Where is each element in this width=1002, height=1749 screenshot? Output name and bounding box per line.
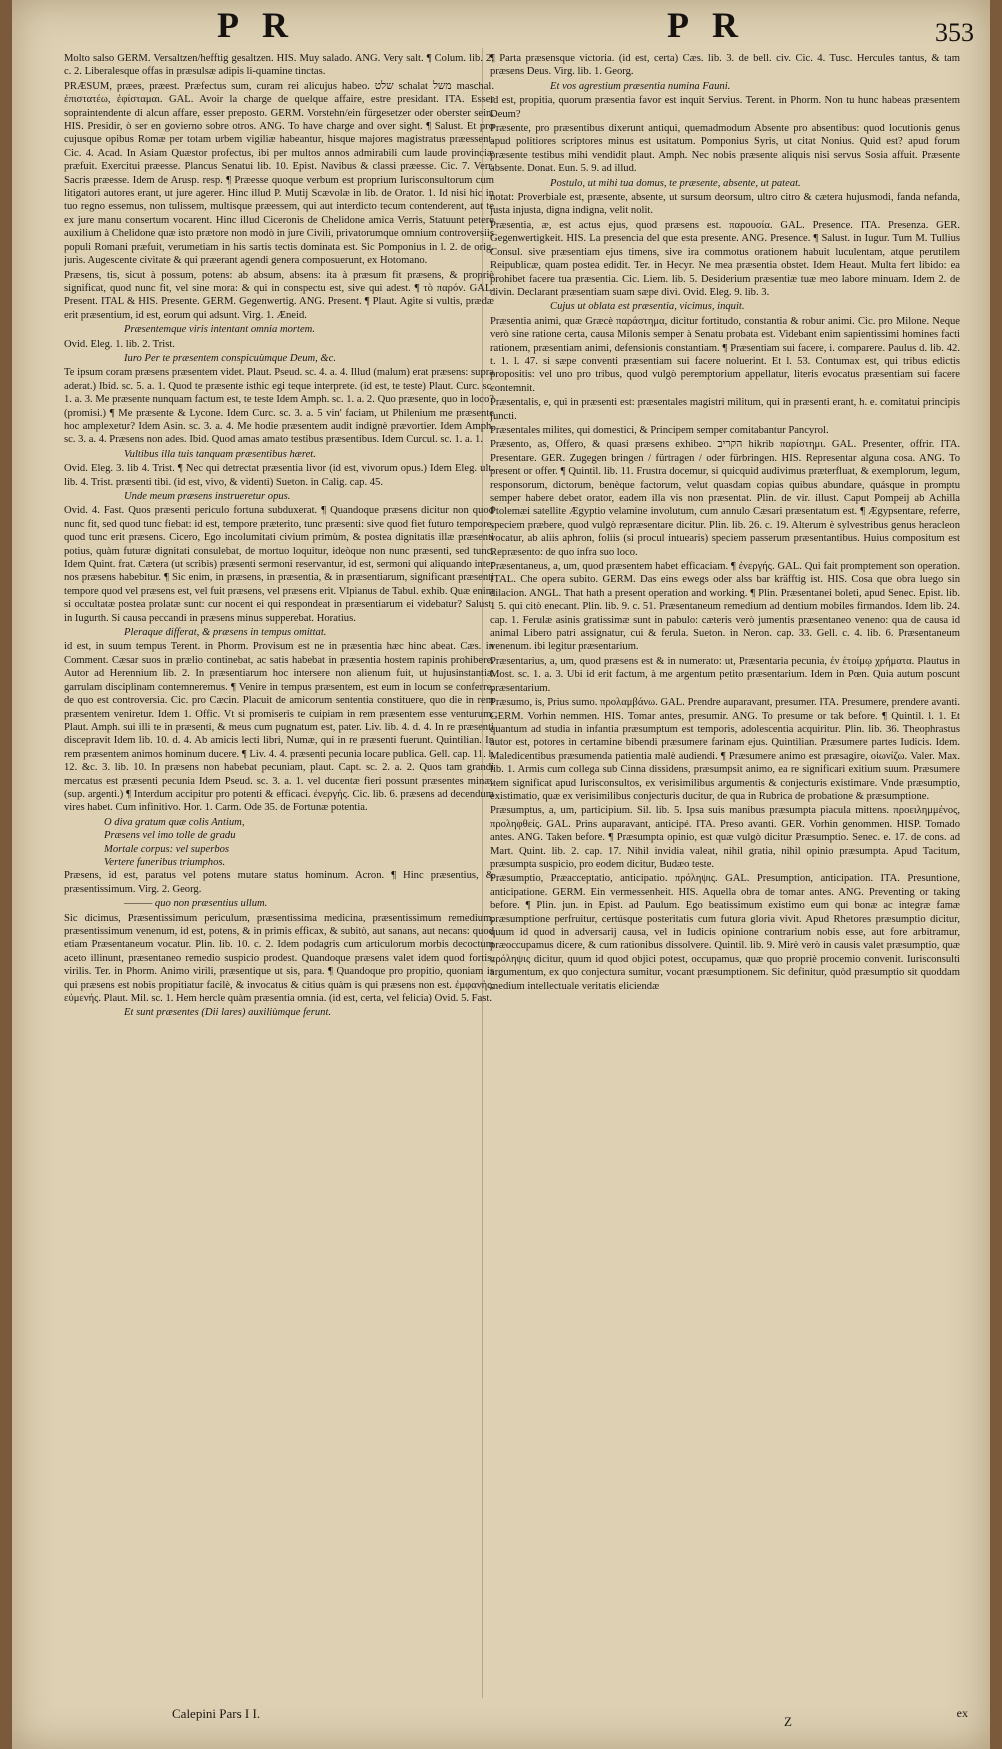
entry-paragraph: Præsumptus, a, um, participium. Sil. lib. 5. Ipsa suis manibus præsumpta piacula mittens. προειλημμένος, προληφθείς. GAL. Prins auparavant, anticipé. ITA. Preso avanti. GER. Vorhin genommen. HISP. Tomado antes. ANG. Taken before. ¶ Præsumpta opinio, est quæ vulgò dicitur Præsumptio. Senec. e. 17. de cons. ad Mart. Quint. lib. 2. cap. 17. Nihil invidia valeat, nihil gratia, nihil opinio præsumpta. Apud Tacitum, præsumpta suspicio, pro eodem dicitur, Budæo teste. xyxy=(490,805,960,870)
left-column xyxy=(64,52,494,1692)
entry-paragraph: Præsentia, æ, est actus ejus, quod præsens est. παρουσία. GAL. Presence. ITA. Presenza. GER. Gegenwertigkeit. HIS. La presencia del que esta presente. ANG. Presence. ¶ Salust. in Iugur. Tum M. Tullius Consul. sive præsentiam ejus timens, sive ira commotus orationem habuit luculentam, atque perutilem Reipublicæ, quam postea edidit. Ter. in Hecyr. Ne mea præsentia obstet. Idem Heaut. Multa fert libido: ea prohibet facere tua præsentia. Cic. Liem. lib. 5. Desiderium præsentiæ tuæ meo labore minuam. Idem 2. de divin. Declarant præsentiam suam sæpe divi. Ovid. Eleg. 9. lib. 3. xyxy=(490,219,960,298)
ode-line: Mortale corpus: vel superbos xyxy=(104,843,230,855)
entry-paragraph: Præsente, pro præsentibus dixerunt antiqui, quemadmodum Absente pro absentibus: quod locutionis genus apud politiores scriptores minus est usitatum. Pomponius Syris, ut citat Nonius. Quid est? apud forum præsente testibus mihi vendidit plaut. Amph. Nec nobis præsente aliquis nisi servus Sosia affuit. Præsente absente. Donat. Eun. 5. 9. ad illud. xyxy=(490,123,960,175)
page-header xyxy=(12,4,990,48)
entry-paragraph: Sic dicimus, Præsentissimum periculum, præsentissima medicina, præsentissimum remedium, præsentissimum venenum, id est, potens, & in primis efficax, & subitò, aut sanans, aut necans: quod etiam Præsentaneum vocatur. Plin. lib. 10. c. 2. Idem podagris cum articulorum morbis decoctum aceto illinunt, præsentaneo remedio suspicio prodest. Quandoque præsens valet idem quod fortis, virilis. Ter. in Phorm. Animo virili, præsentique ut sis, para. ¶ Quandoque pro propitio, quoniam is qui præsens est nobis propitiatur facilè, & invocatus & citius quàm is qui præsens non est. ἐμφανὴς, εὐμενής. Plaut. Mil. sc. 1. Hem hercle quàm præsentia omnia. (id est, certa, vel felicia) Ovid. 5. Fast. xyxy=(64,912,494,1005)
entry-paragraph: ¶ Parta præsensque victoria. (id est, certa) Cæs. lib. 3. de bell. civ. Cic. 4. Tusc. Hercules tantus, & tam præsens Deus. Virg. lib. 1. Georg. xyxy=(490,53,960,78)
entry-paragraph: Præsentalis, e, qui in præsenti est: præsentales magistri militum, qui in præsenti erant, h. e. comitatui principis juncti. xyxy=(490,397,960,422)
verse-quote: ——— quo non præsentius ullum. xyxy=(124,898,268,910)
entry-paragraph: Ovid. 4. Fast. Quos præsenti periculo fortuna subduxerat. ¶ Quandoque præsens dicitur non quod nunc fit, sed quod tunc fiebat: id est, tempore præterito, tunc præsenti: sive quod fiet futuro tempore, quod tunc erit præsens. Cicero, Ego incolumitati civium primùm, & postea dignitatis illæ præsenti potius, quàm futuræ dignitati consulebat, de mortuo loquitur, ideòque non nunc præsenti, sed tunc. Idem Quint. frat. Cætera (ut scribis) præsenti sermoni reservantur, id est, sermoni qui aliquando inter nos præsens habebitur. ¶ Sic enim, in præsens, in præsentia, & in præsentiarum, significant præsenti tempore quod vel præsens est, vel fuit præsens, vel præsens erit. Vlpianus de Tabul. exhib. Quæ enim si occultatæ postea prolatæ sunt: cur nocent ei qui respondeat in præsentiarum ei videbatur? Salust. in Iugurth. Si causa peccandi in præsens minus supperebat. Horatius. xyxy=(64,505,494,624)
entry-paragraph: Præsentales milites, qui domestici, & Principem semper comitabantur Pancyrol. xyxy=(490,424,829,436)
ode-line: Præsens vel imo tolle de gradu xyxy=(104,830,236,842)
entry-paragraph: notat: Proverbiale est, præsente, absente, ut sursum deorsum, ultro citro & cætera hujusmodi, fanda nefanda, justa injusta, digna indigna, velit nolit. xyxy=(490,192,960,217)
gathering-mark: Z xyxy=(784,1714,792,1729)
verse-quote: Cujus ut oblata est præsentia, vicimus, inquit. xyxy=(550,301,745,313)
entry-paragraph: Ovid. Eleg. 3. lib 4. Trist. ¶ Nec qui detrectat præsentia livor (id est, vivorum opus.) Idem Eleg. ult. lib. 4. Trist. præsenti tibi. (id est, vivo, & videnti) Sueton. in Calig. cap. 45. xyxy=(64,463,494,488)
entry-paragraph: id est, propitia, quorum præsentia favor est inquit Servius. Terent. in Phorm. Non tu hunc habeas præsentem Deum? xyxy=(490,95,960,120)
page-number: 353 xyxy=(935,18,974,47)
entry-paragraph: Præsumo, is, Prius sumo. προλαμβάνω. GAL. Prendre auparavant, presumer. ITA. Presumere, prendere avanti. GERM. Vorhin nemmen. HIS. Tomar antes, presumir. ANG. To presume or tak before. ¶ Quintil. l. 1. Et quantum ad studia in infantia præsumptum est temporis, adolescentia acquiritur. Plin. lib. 36. Theophrastus autor est, potores in certamine bibendi præsumere farinam ejus. Quintilian. Præsumere partes Iudicis. Idem. Maledicentibus præsumenda patientia malè audiendi. ¶ Præsumere animo est præsagire, οἰωνίζω. Valer. Max. lib. 1. Armis cum collega sub Cinna dissidens, præsumpsit animo, ea re significari exitium suum. Præsumere item significat apud Iurisconsultos, ex verisimilibus argumentis & conjecturis existimare. Vnde præsumptio, existimatio, quæ ex verisimilibus conjecturis ducitur, de qua in Rubrica de probatione & præsumptione. xyxy=(490,697,960,802)
signature-mark: Calepini Pars I I. xyxy=(172,1706,261,1721)
entry-paragraph: Præsento, as, Offero, & quasi præsens exhibeo. הקריב hikrib παρίστημι. GAL. Presenter, offrir. ITA. Presentare. GER. Zugegen bringen / fürtragen / oder fürbringen. HIS. Representar alguna cosa. ANG. To present or offer. ¶ Quintil. lib. 11. Frustra docemur, si quicquid audivimus præterfluat, & exemplorum, legum, responsorum, dictorum, benèque factorum, velut quasdam copias quibus abundare, quásque in promptu semper habere debet orator, eadem illa vis non præsentat. Plin. de vir. illust. Caput Pompeij ab Achilla Ptolemæi satellite Ægyptio velamine involutum, cum annulo Cæsari præsentatum est. ¶ Ægypsentare, referre, speciem præbere, quod vulgò repræsentare dicitur. Plin. lib. 26. c. 19. Alterum è sylvestribus genus heracleon vocatur, ab aliis aphron, foliis (si procul intuearis) speciem passerum præsentantibus. Huius compositum est Repræsento: de quo infra suo loco. xyxy=(490,439,960,558)
verse-quote: Postulo, ut mihi tua domus, te præsente, absente, ut pateat. xyxy=(550,177,801,189)
entry-paragraph: Præsens, tis, sicut à possum, potens: ab absum, absens: ita à præsum fit præsens, & propriè significat, quod nunc fit, vel sine mora: & qui in conspectu est, sive qui adest. ¶ τὸ παρόν. GAL. Present. ITAL & HIS. Presente. GERM. Gegenwertig. ANG. Present. ¶ Plaut. Agite si vultis, prædæ erit præsentium, id est, eorum qui adsunt. Virg. 1. Æneid. xyxy=(64,269,494,321)
entry-paragraph: id est, in suum tempus Terent. in Phorm. Provisum est ne in præsentia hæc hinc abeat. Cæs. in Comment. Cæsar suos in prælio continebat, ac satis habebat in præsentia hostem rapinis prohibere. Autor ad Herennium lib. 2. In præsentiarum hoc intersere non alienum fuit, ut hujusinstantiæ garrulam disciplinam contemneremus. ¶ Venire in tempus præsentem, est eum in locum se conferre, de quo est controversia. Cic. pro Cæcin. Placuit de amicorum sententia constituere, quo die in rem præsentem veniretur. Idem 1. Offic. Vt si promiseris te cuipiam in rem præsentem esse venturum. Plaut. Amph. sui illi te in præsenti, & meus cum pugnatum est, pater. Liv. lib. 4. d. 4. In re præsenti discepravit Idem lib. 10. d. 4. Ab amicis lecti libri, Numæ, qui in re præsenti fuerunt. Quintilian. In rem præsentem animos hominum ducere. ¶ Liv. 4. 4. præsenti pecunia locare publica. Gell. cap. 11. l. 12. &c. 3. lib. 10. In præsens non habebat pecuniam, plaut. Capt. sc. 2. a. 2. Quos tam grandi mercatus est præsenti pecunia Idem Pseud. sc. 3. a. 1. vel ducentæ fieri possunt præsentes minæ. (sup. argenti.) ¶ Interdum accipitur pro potenti & efficaci. ἐνεργής. Cic. lib. 6. præsens ad decendum vires habet. Cum infinitivo. Hor. 1. Carm. Ode 35. de Fortunæ potentia. xyxy=(64,641,494,814)
verse-quote: Unde meum præsens instrueretur opus. xyxy=(124,491,291,502)
entry-paragraph: Præsentia animi, quæ Græcè παράστημα, dicitur fortitudo, constantia & robur animi. Cic. pro Milone. Neque verò sine ratione certa, causa Milonis semper à Senatu probata est. Videbant enim sapientissimi homines facti rationem, præsentiam animi, defensionis constantiam. ¶ Præsentiam sui facere, i. comparere. Paulus d. lib. 42. t. 1. l. 47. si sæpe conventi præsentiam sui facere noluerint. Et l. 53. Contumax est, qui tribus edictis propositis: vel uno pro tribus, quod vulgò peremptorium appellatur, literis evocatus præsentiam sui facere contemnit. xyxy=(490,315,960,394)
entry-paragraph: Molto salso GERM. Versaltzen/hefftig gesaltzen. HIS. Muy salado. ANG. Very salt. ¶ Colum. lib. 2. c. 2. Liberalesque offas in præsulsæ adipis li-quamine tinctas. xyxy=(64,53,494,78)
running-head-left: P R xyxy=(217,5,297,45)
verse-quote: Et sunt præsentes (Dii lares) auxiliùmque ferunt. xyxy=(124,1007,332,1019)
verse-quote: Iuro Per te præsentem conspicuùmque Deum, &c. xyxy=(124,352,337,364)
ode-line: O diva gratum quæ colis Antium, xyxy=(104,816,245,828)
running-head-right: P R xyxy=(667,5,747,45)
entry-paragraph: Præsens, id est, paratus vel potens mutare status hominum. Acron. ¶ Hinc præsentius, & præsentissimum. Virg. 2. Georg. xyxy=(64,870,494,895)
entry-paragraph: PRÆSUM, præes, præest. Præfectus sum, curam rei alicujus habeo. שלט schalat משל maschal. ἐπιστατέω, ἐφίσταμαι. GAL. Avoir la charge de quelque affaire, estre presidant. ITA. Esser sopraintendente di alcun affare, esser preposto. GERM. Vorstehn/ein fürgesetzer oder oberster sein. HIS. Presidir, ò ser en govierno sobre otros. ANG. To have charge and over sight. ¶ Salust. Et pro cujusque opibus Romæ per totam urbem vigiliæ habeantur, hisque majores magistratus præessent. Cic. 4. Acad. In Asiam Quæstor profectus, ibi per multos annos admirabili cum laude provinciæ præfuit. Exercitui præesse. Plancus Senatui lib. 10. Epist. Navibus & classi præesse. Cic. 7. Verr. Sacris præesse. Idem de Arusp. resp. ¶ Præesse quoque verbum est proprium Iurisconsultorum cum litigatori autores erant, ut jure agerer. Hinc illud P. Mutij Scævolæ in lib. de Orator. 1. Id nisi hic in tuo regno essemus, non tulissem, multisque præessem, qui aut interdicto tecum contenderent, aut te ex jure manu consertum vocarent. Hinc illud Ciceronis de Chelidone amica Verris, Statuunt petere auxilium à Chelidone quæ isto prætore non modò in jure Civili, privatorumque omnium controversiis populi Romani præfuit, verumetiam in his sartis tectis dominata est. Sic Pomponius in l. 2. de orig. juris. Augescente civitate & qui præerant agendi genera composuerunt, ex Hotomano. xyxy=(64,80,494,267)
entry-paragraph: Præsentaneus, a, um, quod præsentem habet efficaciam. ¶ ἐνεργής. GAL. Qui fait promptement son operation. ITAL. Che opera subito. GERM. Das eins ewegs oder alss bar kräfftig ist. HIS. Cosa que obra luego sin dilacion. ANGL. That hath a present operation and working. ¶ Plin. Præsentanei boleti, apud Senec. Epist. lib. 1 5. qui citò enecant. Plin. lib. 9. c. 51. Præsentaneum remedium ad dentium mobiles firmandos. Idem lib. 24. cap. 1. Ferulæ asinis gratissimæ sunt in pabulo: cæteris verò jumentis præsentaneo veneno: qua de causa id animal Libero patri assignatur, cui & ferula. Sueton. in Neron. cap. 33. Gell. c. 4. lib. 6. Præsentaneum venenum. ibi legitur præsentarium. xyxy=(490,561,960,653)
catchword: ex xyxy=(956,1706,968,1720)
entry-paragraph: Ovid. Eleg. 1. lib. 2. Trist. xyxy=(64,338,175,350)
book-page xyxy=(12,0,990,1749)
verse-quote: Præsentemque viris intentant omnia mortem. xyxy=(124,324,315,336)
right-column xyxy=(490,52,960,1704)
ode-line: Vertere funeribus triumphos. xyxy=(104,856,226,868)
entry-paragraph: Te ipsum coram præsens præsentem videt. Plaut. Pseud. sc. 4. a. 4. Illud (malum) erat præsens: supra aderat.) Ibid. sc. 5. a. 1. Quod te præsente isthic egi teque interprete. (id est, te teste) Plaut. Curc. sc. 1. a. 3. Me præsente nunquam factum est, te teste Idem Amph. sc. 1. a. 2. Quo præsente, quo in loco? (promisi.) ¶ Me præsente & Lycone. Idem Curc. sc. 3. a. 5 vin' faciam, ut Philenium me præsente hoc amplexetur? Idem Asin. sc. 3. a. 4. Me hodie præsentem audit indignè prævortier. Idem Amph. sc. 3. a. 4. Præsens non ades. Ibid. Quod amas amato testibus præsentibus. Idem Curcul. sc. 1. a. 1. xyxy=(64,367,494,446)
entry-paragraph: Præsumptio, Præacceptatio, anticipatio. πρόληψις. GAL. Presumption, anticipation. ITA. Presuntione, anticipatione. GERM. Ein vermessenheit. HIS. Aquella obra de tomar antes. ANG. Preventing or taking before. ¶ Plin. jun. in Epist. ad Paulum. Ego beatissimum existimo eum qui bonæ ac integræ famæ præsumptione perfruitur, certúsque posteritatis cum futura gloria vivit. Apud Rhetores præsumptio dicitur, quum id quod in adversarij causa, vel in Iudicis opinione contrarium nobis esse, aut fore arbitramur, præoccupamus dicere, & cum rationibus dissolvere. Quintil. lib. 9. Mirè verò in causis valet præsumptio, quæ πρόληψις dicitur, quum id quod objici potest, occupamus, quæ quo propriè procemio convenit. Iurisconsulti argumentum, ex quo conjectura sumitur, vocant præsumptionem. Sic definitur, quòd præsumptio sit quoddam medium intellectuale veritatis eliciendæ xyxy=(490,873,960,992)
verse-quote: Vultibus illa tuis tanquam præsentibus hæret. xyxy=(124,448,316,460)
entry-paragraph: Præsentarius, a, um, quod præsens est & in numerato: ut, Præsentaria pecunia, ἐν ἑτοίμῳ χρήματα. Plautus in Most. sc. 1. a. 3. Ubi id erit factum, à me argentum petito præsentarium. Idem in Pœn. Quia autum poscunt præsentarium. xyxy=(490,655,960,694)
verse-quote: Pleraque differat, & præsens in tempus omittat. xyxy=(124,627,327,639)
verse-quote: Et vos agrestium præsentia numina Fauni. xyxy=(550,80,731,92)
